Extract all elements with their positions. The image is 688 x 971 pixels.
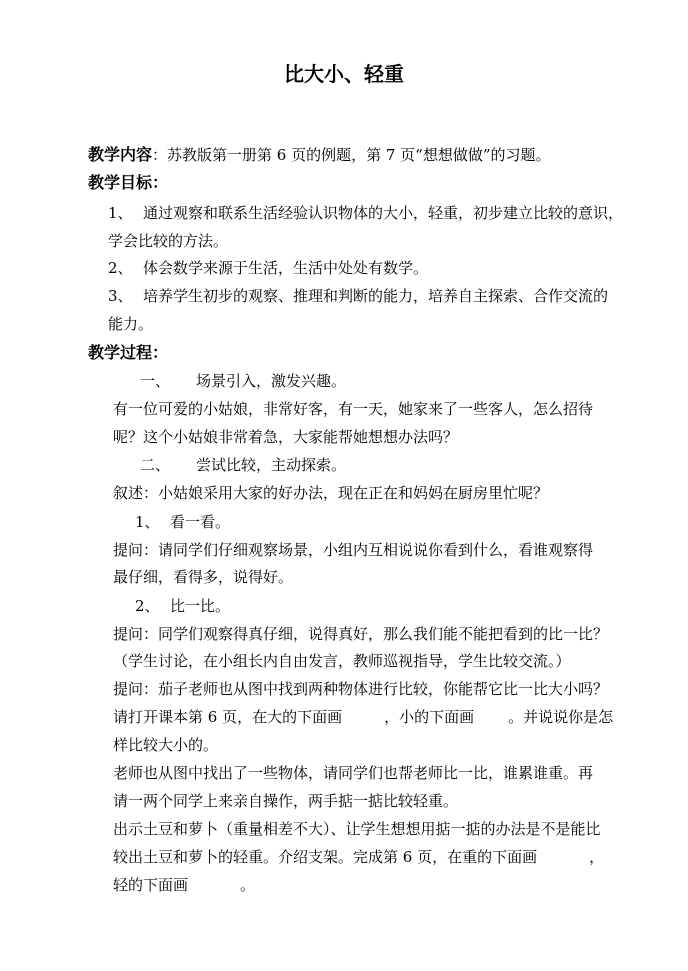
- step1-num: 一、: [140, 372, 171, 390]
- goal3-line2: 能力。: [108, 315, 154, 333]
- goal2-num: 2、: [108, 259, 133, 277]
- sub1-text: 看一看。: [170, 513, 231, 531]
- content-label: 教学内容: [88, 145, 153, 164]
- p7-line3-part1: 轻的下面画: [113, 876, 189, 894]
- step2-text: 尝试比较，主动探索。: [196, 456, 347, 474]
- p5-line3: 样比较大小的。: [113, 736, 219, 754]
- goal1-num: 1、: [108, 204, 133, 222]
- sub2-text: 比一比。: [170, 597, 231, 615]
- p7-line2-part1: 较出土豆和萝卜的轻重。介绍支架。完成第 6 页，在重的下面画: [113, 848, 538, 866]
- sub1-num: 1、: [135, 513, 160, 531]
- p6-line1: 老师也从图中找出了一些物体，请同学们也帮老师比一比，谁累谁重。再: [113, 764, 594, 782]
- step2-num: 二、: [140, 456, 171, 474]
- p3-line2: 最仔细，看得多，说得好。: [113, 568, 294, 586]
- p4-line2: （学生讨论，在小组长内自由发言，教师巡视指导，学生比较交流。）: [113, 652, 571, 670]
- p2-line1: 叙述：小姑娘采用大家的好办法，现在正在和妈妈在厨房里忙呢？: [113, 484, 549, 502]
- p7-line2-part2: ，: [589, 848, 605, 866]
- goal3-line1: 培养学生初步的观察、推理和判断的能力，培养自主探索、合作交流的: [143, 287, 609, 305]
- goal1-line1: 通过观察和联系生活经验认识物体的大小，轻重，初步建立比较的意识，: [143, 204, 624, 222]
- p6-line2: 请一两个同学上来亲自操作，两手掂一掂比较轻重。: [113, 792, 459, 810]
- process-heading: 教学过程：: [88, 343, 169, 362]
- p5-line1: 提问：茄子老师也从图中找到两种物体进行比较，你能帮它比一比大小吗？: [113, 680, 609, 698]
- content-line: [88, 143, 551, 167]
- p5-line2-part3: 。并说说你是怎: [508, 708, 614, 726]
- goal3-num: 3、: [108, 287, 133, 305]
- p7-line3: [113, 873, 255, 897]
- goal2-text: 体会数学来源于生活，生活中处处有数学。: [143, 259, 429, 277]
- goal1-line2: 学会比较的方法。: [108, 232, 229, 250]
- p5-line2-part2: ，小的下面画: [384, 708, 475, 726]
- p1-line1: 有一位可爱的小姑娘，非常好客，有一天，她家来了一些客人，怎么招待: [113, 400, 594, 418]
- document-title: 比大小、轻重: [284, 62, 404, 86]
- content-text: ：苏教版第一册第 6 页的例题，第 7 页“想想做做”的习题。: [152, 146, 551, 164]
- goals-heading: 教学目标：: [88, 173, 169, 192]
- p4-line1: 提问：同学们观察得真仔细，说得真好，那么我们能不能把看到的比一比？: [113, 625, 609, 643]
- p5-line2-part1: 请打开课本第 6 页，在大的下面画: [113, 708, 343, 726]
- p5-line2: [113, 705, 613, 729]
- p3-line1: 提问：请同学们仔细观察场景，小组内互相说说你看到什么，看谁观察得: [113, 541, 594, 559]
- p7-line2: [113, 845, 604, 869]
- step1-text: 场景引入，激发兴趣。: [196, 372, 347, 390]
- p7-line1: 出示土豆和萝卜（重量相差不大）、让学生想想用掂一掂的办法是不是能比: [113, 820, 601, 838]
- sub2-num: 2、: [135, 597, 160, 615]
- p1-line2: 呢？这个小姑娘非常着急，大家能帮她想想办法吗？: [113, 428, 459, 446]
- p7-line3-part2: 。: [240, 876, 256, 894]
